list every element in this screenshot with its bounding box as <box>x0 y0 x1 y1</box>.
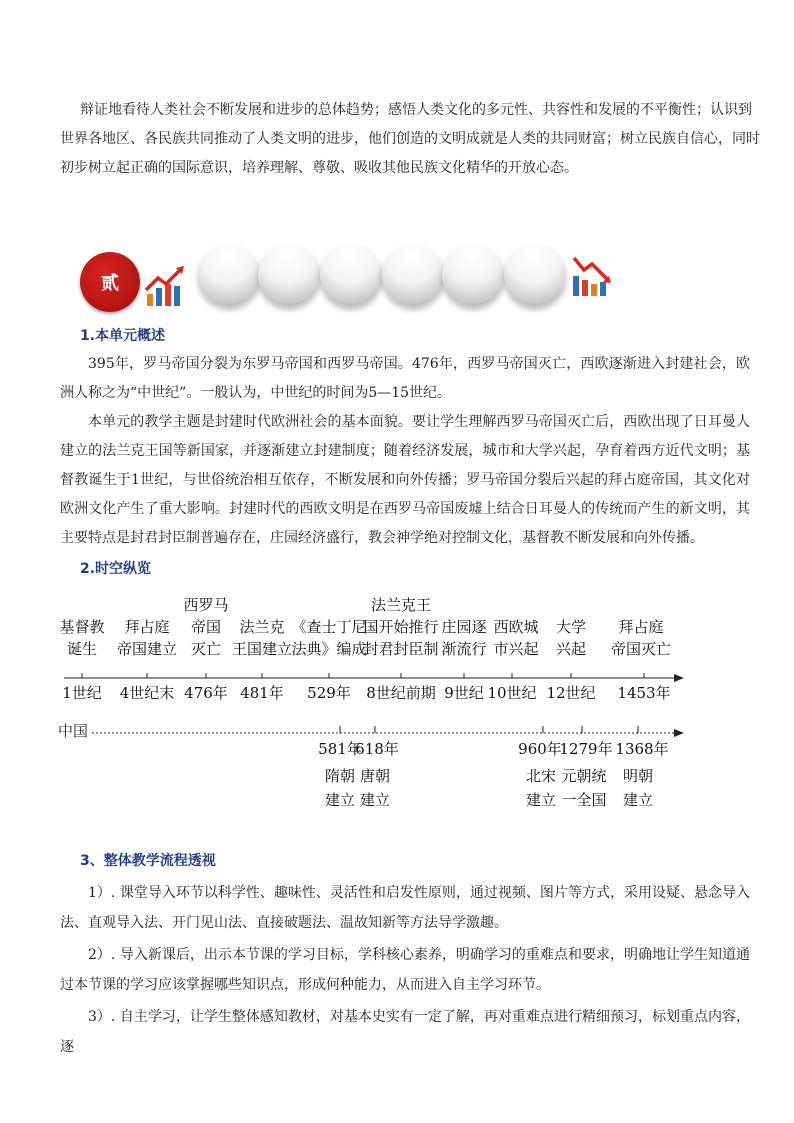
timeline-event: 大学 兴起 <box>555 618 586 658</box>
china-date: 960年 <box>518 740 562 758</box>
timeline-date: 4世纪末 <box>119 684 175 702</box>
section-heading: 3、整体教学流程透视 <box>80 853 216 869</box>
intro-line: 世界各地区、各民族共同推动了人类文明的进步，他们创造的文明成就是人类的共同财富；树立民族自信心，同时 <box>60 131 760 147</box>
timeline-event: 拜占庭 帝国灭亡 <box>610 618 671 658</box>
timeline-event: 法兰克王 国开始推行 封君封臣制 <box>363 596 439 658</box>
china-event: 明朝 建立 <box>622 767 653 809</box>
timeline-date: 529年 <box>307 684 351 702</box>
intro-paragraph <box>60 96 760 183</box>
china-date: 1279年 <box>559 740 613 758</box>
decorative-sphere <box>382 244 444 306</box>
section-heading: 2.时空纵览 <box>80 561 152 577</box>
intro-line: 辩证地看待人类社会不断发展和进步的总体趋势；感悟人类文化的多元性、共容性和发展的不平衡性；认识到 <box>80 102 752 118</box>
overview-paragraph: 本单元的教学主题是封建时代欧洲社会的基本面貌。要让学生理解西罗马帝国灭亡后，西欧出现了日耳曼人建立的法兰克王国等新国家，并逐渐建立封建制度；随着经济发展，城市和大学兴起，孕育着西方近代文明；基督教诞生于1世纪，与世俗统治相互依存，不断发展和向外传播；罗马帝国分裂后兴起的拜占庭帝国，其文化对欧洲文化产生了重大影响。封建时代的西欧文明是在西罗马帝国废墟上结合日耳曼人的传统而产生的新文明，其主要特点是封君封臣制普遍存在，庄园经济盛行，教会神学绝对控制文化，基督教不断发展和向外传播。 <box>60 414 750 546</box>
section-badge: 贰 <box>80 252 140 312</box>
section-banner <box>80 238 620 318</box>
timeline-event: 庄园逐 渐流行 <box>441 618 487 658</box>
timeline-date: 12世纪 <box>546 684 596 702</box>
timeline-diagram <box>56 590 696 820</box>
decorative-sphere <box>504 244 566 306</box>
china-date: 618年 <box>355 740 399 758</box>
decorative-sphere <box>320 244 382 306</box>
timeline-date: 9世纪 <box>444 684 484 702</box>
timeline-date: 476年 <box>184 684 228 702</box>
timeline-date: 8世纪前期 <box>366 684 436 702</box>
china-date: 1368年 <box>615 740 669 758</box>
china-event: 元朝统 一全国 <box>561 767 607 809</box>
overview-paragraph: 395年，罗马帝国分裂为东罗马帝国和西罗马帝国。476年，西罗马帝国灭亡，西欧逐渐进入封建社会，欧洲人称之为“中世纪”。一般认为，中世纪的时间为5—15世纪。 <box>60 356 750 401</box>
china-event: 隋朝 建立 <box>324 767 355 809</box>
decorative-sphere <box>198 244 260 306</box>
process-item: 1）. 课堂导入环节以科学性、趣味性、灵活性和启发性原则，通过视频、图片等方式，采用设疑、悬念导入法、直观导入法、开门见山法、直接破题法、温故知新等方法导学激趣。 <box>60 885 750 931</box>
intro-line: 初步树立起正确的国际意识，培养理解、尊敬、吸收其他民族文化精华的开放心态。 <box>60 160 578 176</box>
process-item: 2）. 导入新课后，出示本节课的学习目标，学科核心素养，明确学习的重难点和要求，明确地让学生知道通过本节课的学习应该掌握哪些知识点，形成何种能力，从而进入自主学习环节。 <box>60 947 750 993</box>
section-heading: 1.本单元概述 <box>80 328 166 344</box>
decorative-sphere <box>442 244 504 306</box>
timeline-date: 1世纪 <box>62 684 102 702</box>
process-item: 3）. 自主学习，让学生整体感知教材，对基本史实有一定了解，再对重难点进行精细预习，标划重点内容，逐 <box>60 1009 750 1055</box>
chart-up-icon <box>144 264 190 310</box>
china-date: 581年 <box>318 740 362 758</box>
timeline-event: 拜占庭 帝国建立 <box>116 618 177 658</box>
timeline-event: 法兰克 王国建立 <box>231 618 292 658</box>
china-event: 北宋 建立 <box>525 767 556 809</box>
timeline-event: 《查士丁尼 法典》编成 <box>291 618 367 658</box>
decorative-sphere <box>258 244 320 306</box>
timeline-date: 481年 <box>240 684 284 702</box>
china-event: 唐朝 建立 <box>359 767 390 809</box>
china-axis-label: 中国 <box>58 722 89 740</box>
timeline-event: 西罗马 帝国 灭亡 <box>183 596 229 658</box>
timeline-date: 1453年 <box>617 684 671 702</box>
chart-down-icon <box>570 254 616 300</box>
timeline-event: 西欧城 市兴起 <box>493 618 539 658</box>
timeline-event: 基督教 诞生 <box>59 618 105 658</box>
timeline-date: 10世纪 <box>487 684 537 702</box>
